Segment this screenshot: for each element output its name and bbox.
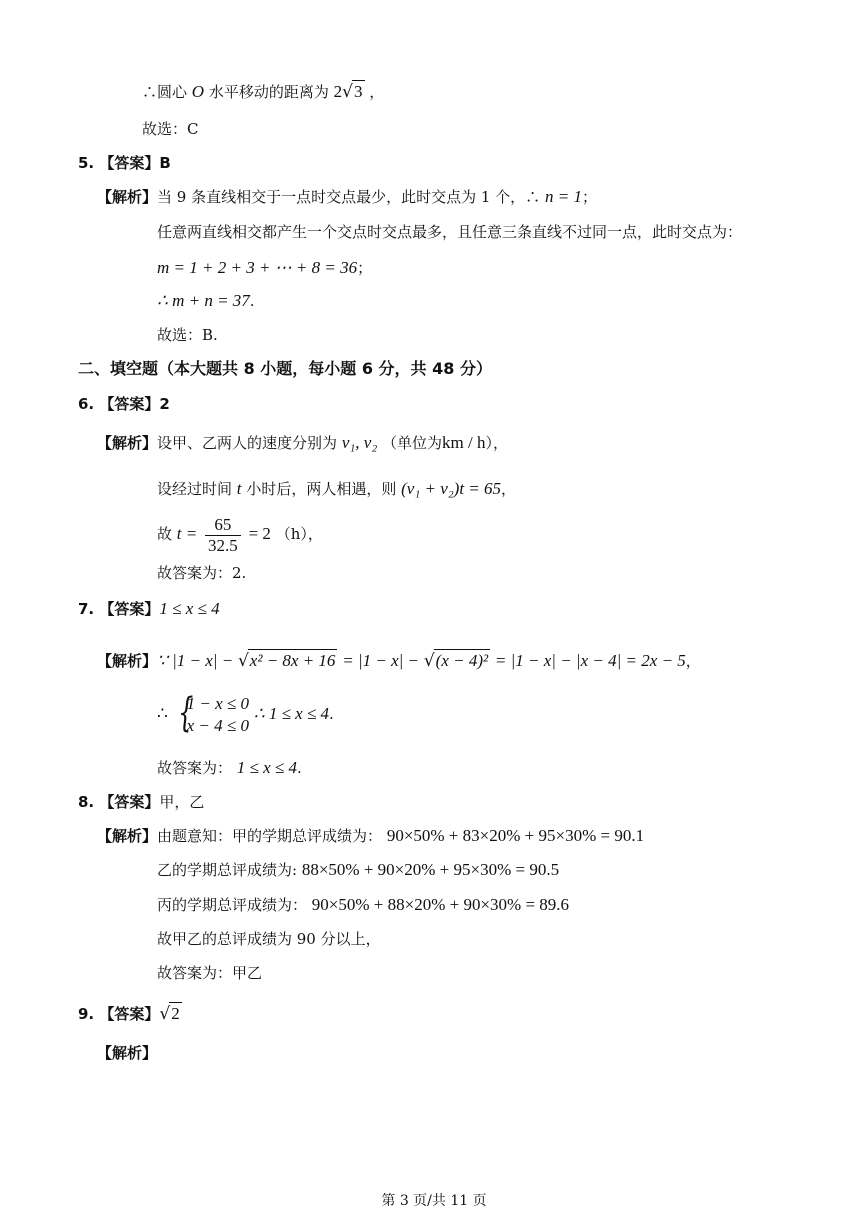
q6-explain-line3: [157, 512, 323, 556]
q7-final-text: 故答案为：: [157, 759, 233, 777]
page-footer: 第 3 页/共 11 页: [381, 1193, 487, 1209]
q7-answer-line: [78, 598, 220, 620]
q5-total: ∴ m + n = 37: [157, 291, 250, 310]
q6-explain-line2: [157, 478, 516, 500]
q5-end: ；: [581, 188, 597, 206]
q4-text2: 水平移动的距离为: [208, 83, 329, 101]
q7-part3: = |1 − x| − |x − 4| = 2x − 5: [494, 651, 686, 670]
q8-jia-text: 由题意知：甲的学期总评成绩为：: [157, 827, 383, 845]
q6-denominator: 32.5: [208, 535, 238, 555]
q5-explain-label: 【解析】: [97, 188, 158, 206]
q4-radicand: 3: [354, 82, 363, 101]
q5-choose: 故选：B.: [157, 326, 218, 344]
q8-explain-line2: [157, 859, 559, 881]
q5-answer-line: [78, 152, 171, 174]
q4-choose: 故选：C: [142, 120, 199, 138]
q7-final-math: 1 ≤ x ≤ 4: [236, 758, 298, 777]
q7-inequality2: x − 4 ≤ 0: [186, 716, 249, 735]
q8-answer-line: [78, 791, 204, 813]
q5-number: 5.: [78, 154, 95, 172]
q5-explain-line1: [97, 186, 597, 208]
q8-explain-line3: [157, 894, 569, 916]
q6-equation: (v₁ + v₂)t = 65: [401, 479, 502, 498]
brace-icon: {: [177, 690, 193, 736]
q7-answer: 1 ≤ x ≤ 4: [159, 599, 220, 618]
q7-end: ，: [685, 652, 701, 670]
q9-number: 9.: [78, 1005, 95, 1023]
q8-yi-calc: 88×50% + 90×20% + 95×30% = 90.5: [301, 860, 560, 879]
q5-explain-line2: 任意两直线相交都产生一个交点时交点最多，且任意三条直线不过同一点，此时交点为：: [157, 223, 743, 241]
q6-number: 6.: [78, 395, 95, 413]
q6-unit: km / h: [442, 433, 486, 452]
q6-therefore: 故: [157, 525, 173, 543]
q4-coef: 2: [333, 82, 343, 101]
q6-final: 故答案为：2.: [157, 564, 247, 582]
q6-answer-line: [78, 393, 170, 415]
q6-text: 设甲、乙两人的速度分别为: [157, 434, 338, 452]
q8-jia-calc: 90×50% + 83×20% + 95×30% = 90.1: [386, 826, 645, 845]
q6-time-text: 设经过时间: [157, 480, 233, 498]
q6-explain-line1: [97, 432, 508, 454]
q7-inequality-system: [173, 690, 249, 737]
q9-answer-line: [78, 1002, 182, 1025]
q6-unit-end: ），: [485, 434, 508, 452]
q7-inequality1: 1 − x ≤ 0: [186, 694, 249, 713]
q6-unit-text: （单位为: [382, 434, 443, 452]
q8-number: 8.: [78, 793, 95, 811]
section-title: 二、填空题（本大题共 8 小题，每小题 6 分，共 48 分）: [78, 359, 492, 378]
q6-answer-label: 【答案】: [99, 395, 160, 413]
q8-bing-text: 丙的学期总评成绩为：: [157, 896, 308, 914]
q5-explain-line4: [157, 290, 255, 312]
q5-answer-label: 【答案】: [99, 154, 160, 172]
q5-sum: m = 1 + 2 + 3 + ⋯ + 8 = 36: [157, 258, 358, 277]
q6-eq-end: ，: [501, 480, 517, 498]
q8-answer: 甲，乙: [159, 793, 205, 811]
q7-radicand1: x² − 8x + 16: [249, 651, 336, 670]
q7-range-end: .: [329, 705, 334, 723]
q6-velocities: v₁, v₂: [341, 433, 378, 452]
q6-unit-h: （h），: [275, 525, 323, 543]
q8-explain-line4: 故甲乙的总评成绩为 90 分以上，: [157, 930, 381, 948]
q8-yi-text: 乙的学期总评成绩为:: [157, 861, 298, 879]
q8-explain-label: 【解析】: [97, 827, 158, 845]
sqrt-sign: √: [423, 651, 435, 671]
q8-explain-line1: [97, 825, 644, 847]
q6-explain-label: 【解析】: [97, 434, 158, 452]
q4-o: O: [191, 82, 205, 101]
q4-text: ∴圆心: [142, 83, 188, 101]
q5-total-end: .: [249, 292, 255, 310]
q7-final: [157, 757, 302, 779]
q6-fraction: [205, 515, 241, 556]
q7-answer-label: 【答案】: [99, 600, 160, 618]
q7-explain-label: 【解析】: [97, 652, 158, 670]
q7-part2: = |1 − x| −: [342, 651, 420, 670]
q8-bing-calc: 90×50% + 88×20% + 90×30% = 89.6: [311, 895, 570, 914]
q5-math: n = 1: [544, 187, 582, 206]
q4-end: ，: [369, 83, 385, 101]
q5-text: 当 9 条直线相交于一点时交点最少，此时交点为 1 个，∴: [157, 188, 541, 206]
q5-answer: B: [159, 154, 171, 172]
sqrt-sign: √: [342, 82, 353, 102]
q6-answer: 2: [159, 395, 170, 413]
q6-result: = 2: [248, 524, 271, 543]
sqrt-sign: √: [159, 1004, 171, 1024]
q8-final: 故答案为：甲乙: [157, 964, 263, 982]
q7-part1: ∵ |1 − x| −: [157, 651, 234, 670]
q7-radicand2: (x − 4)²: [435, 651, 489, 670]
q7-number: 7.: [78, 600, 95, 618]
q4-distance-line: [142, 80, 384, 103]
q7-system-line: [157, 690, 334, 737]
q8-answer-label: 【答案】: [99, 793, 160, 811]
q6-meet-text: 小时后，两人相遇，则: [246, 480, 397, 498]
q6-t-eq: t =: [176, 524, 198, 543]
q7-final-end: .: [297, 759, 302, 777]
q7-explain-line1: [97, 649, 701, 672]
q7-range: ∴ 1 ≤ x ≤ 4: [253, 704, 330, 723]
q7-therefore: ∴: [157, 704, 168, 723]
q5-explain-line3: [157, 257, 372, 279]
q9-explain-label: 【解析】: [97, 1044, 158, 1062]
q9-radicand: 2: [171, 1004, 180, 1023]
q6-t: t: [236, 479, 242, 498]
sqrt-sign: √: [237, 651, 249, 671]
q9-answer-label: 【答案】: [99, 1005, 160, 1023]
q5-sum-end: ；: [357, 259, 373, 277]
q6-numerator: 65: [205, 515, 241, 536]
